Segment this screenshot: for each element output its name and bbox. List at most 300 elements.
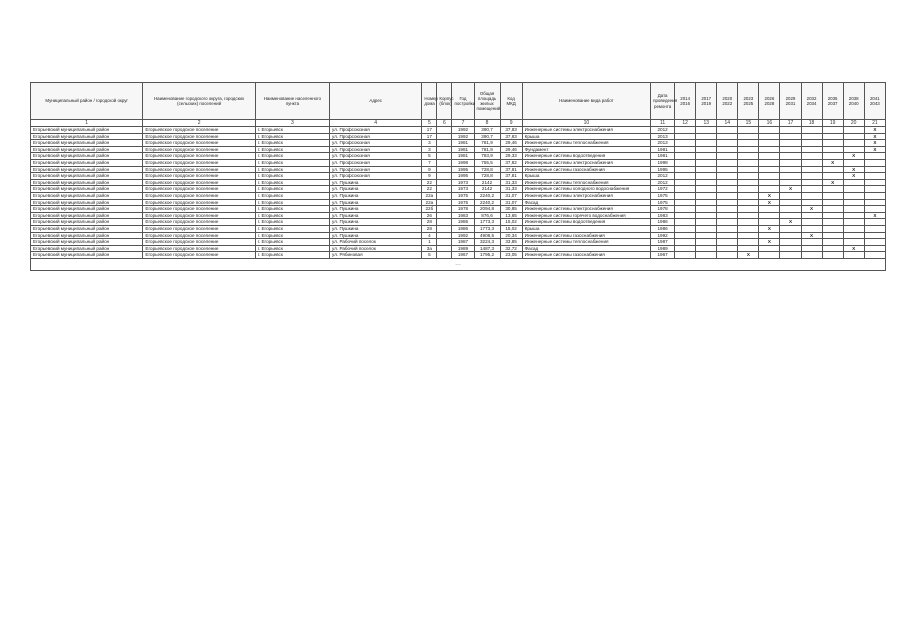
period-mark: [780, 232, 801, 239]
cell-locality: г. Егорьевск: [255, 179, 329, 186]
period-mark: [675, 192, 696, 199]
cell-address: ул. Профсоюзная: [330, 127, 422, 134]
cell-year: 1987: [452, 239, 474, 246]
period-mark: [822, 252, 843, 259]
period-mark: [843, 225, 864, 232]
period-mark: X: [864, 127, 885, 134]
header-period: 2023 2025: [738, 83, 759, 120]
period-mark: [801, 153, 822, 160]
cell-korpus: [437, 252, 452, 259]
period-mark: [717, 133, 738, 140]
period-mark: [717, 146, 738, 153]
cell-house: 5: [422, 153, 437, 160]
period-mark: X: [843, 166, 864, 173]
table-row: [31, 232, 886, 239]
period-mark: [717, 225, 738, 232]
period-mark: [675, 127, 696, 134]
cell-settlement: Егорьевское городское поселение: [143, 192, 255, 199]
period-mark: [696, 219, 717, 226]
cell-work: Фасад: [522, 199, 650, 206]
cell-address: ул. Профсоюзная: [330, 133, 422, 140]
period-mark: [696, 179, 717, 186]
cell-address: ул. Рябиновая: [330, 252, 422, 259]
period-mark: [696, 192, 717, 199]
period-mark: [759, 153, 780, 160]
column-number: 5: [422, 120, 437, 127]
period-mark: [843, 252, 864, 259]
period-mark: [822, 232, 843, 239]
cell-settlement: Егорьевское городское поселение: [143, 166, 255, 173]
period-mark: [843, 186, 864, 193]
cell-settlement: Егорьевское городское поселение: [143, 239, 255, 246]
cell-area: 4908,5: [474, 232, 500, 239]
cell-year: 1973: [452, 186, 474, 193]
period-mark: [843, 239, 864, 246]
table-row: [31, 192, 886, 199]
cell-locality: г. Егорьевск: [255, 225, 329, 232]
cell-prior: 1986: [651, 225, 675, 232]
cell-kod: 32,72: [500, 245, 522, 252]
period-mark: [843, 219, 864, 226]
cell-year: 1992: [452, 133, 474, 140]
period-mark: X: [822, 159, 843, 166]
cell-address: ул. Пушкина: [330, 225, 422, 232]
period-mark: [822, 127, 843, 134]
cell-korpus: [437, 206, 452, 213]
cell-municipality: Егорьевский муниципальный район: [31, 153, 143, 160]
column-number: 19: [822, 120, 843, 127]
period-mark: [738, 127, 759, 134]
cell-locality: г. Егорьевск: [255, 140, 329, 147]
period-mark: [843, 199, 864, 206]
period-mark: [780, 245, 801, 252]
cell-settlement: Егорьевское городское поселение: [143, 252, 255, 259]
period-mark: [864, 153, 885, 160]
cell-korpus: [437, 173, 452, 180]
cell-korpus: [437, 199, 452, 206]
period-mark: [717, 153, 738, 160]
period-mark: [738, 166, 759, 173]
period-mark: [780, 206, 801, 213]
cell-address: ул. Пушкина: [330, 186, 422, 193]
cell-prior: 1989: [651, 245, 675, 252]
period-mark: [759, 173, 780, 180]
period-mark: X: [759, 225, 780, 232]
cell-korpus: [437, 179, 452, 186]
period-mark: [759, 232, 780, 239]
period-mark: [738, 225, 759, 232]
cell-prior: 2013: [651, 133, 675, 140]
period-mark: [780, 179, 801, 186]
period-mark: X: [843, 245, 864, 252]
cell-settlement: Егорьевское городское поселение: [143, 186, 255, 193]
column-number: 13: [696, 120, 717, 127]
cell-work: Фундамент: [522, 146, 650, 153]
cell-settlement: Егорьевское городское поселение: [143, 206, 255, 213]
period-mark: [717, 127, 738, 134]
period-mark: [780, 252, 801, 259]
period-mark: X: [780, 219, 801, 226]
cell-work: Инженерные системы электроснабжения: [522, 206, 650, 213]
cell-settlement: Егорьевское городское поселение: [143, 245, 255, 252]
period-mark: [696, 212, 717, 219]
cell-kod: 37,83: [500, 133, 522, 140]
cell-prior: 1983: [651, 212, 675, 219]
cell-locality: г. Егорьевск: [255, 159, 329, 166]
period-mark: [717, 186, 738, 193]
cell-address: ул. Пушкина: [330, 212, 422, 219]
table-row: [31, 140, 886, 147]
period-mark: [801, 212, 822, 219]
header-address: Адрес: [330, 83, 422, 120]
cell-prior: 1981: [651, 153, 675, 160]
period-mark: [738, 186, 759, 193]
cell-locality: г. Егорьевск: [255, 146, 329, 153]
cell-year: 1989: [452, 245, 474, 252]
cell-year: 1986: [452, 219, 474, 226]
period-mark: [759, 252, 780, 259]
period-mark: X: [738, 252, 759, 259]
cell-municipality: Егорьевский муниципальный район: [31, 146, 143, 153]
cell-area: 2142: [474, 186, 500, 193]
cell-address: ул. Пушкина: [330, 206, 422, 213]
period-mark: [738, 206, 759, 213]
column-number: 8: [474, 120, 500, 127]
period-mark: [696, 159, 717, 166]
period-mark: [780, 159, 801, 166]
header-kod: Код МКД: [500, 83, 522, 120]
period-mark: [822, 173, 843, 180]
period-mark: [675, 199, 696, 206]
period-mark: [717, 252, 738, 259]
cell-municipality: Егорьевский муниципальный район: [31, 232, 143, 239]
period-mark: [738, 179, 759, 186]
period-mark: [864, 245, 885, 252]
period-mark: [759, 206, 780, 213]
period-mark: [864, 232, 885, 239]
header-period: 2017 2019: [696, 83, 717, 120]
cell-kod: 37,81: [500, 166, 522, 173]
cell-municipality: Егорьевский муниципальный район: [31, 245, 143, 252]
column-number: 7: [452, 120, 474, 127]
period-mark: [843, 206, 864, 213]
header-period: 2029 2031: [780, 83, 801, 120]
period-mark: [675, 140, 696, 147]
period-mark: [801, 159, 822, 166]
cell-area: 2240,2: [474, 192, 500, 199]
cell-work: Инженерные системы электроснабжения: [522, 192, 650, 199]
header-locality: Наименование населенного пункта: [255, 83, 329, 120]
cell-prior: 1972: [651, 186, 675, 193]
cell-locality: г. Егорьевск: [255, 199, 329, 206]
header-korpus: Корпус (блок): [437, 83, 452, 120]
period-mark: X: [759, 239, 780, 246]
period-mark: X: [864, 212, 885, 219]
cell-house: 28: [422, 225, 437, 232]
period-mark: [738, 219, 759, 226]
period-mark: [864, 186, 885, 193]
period-mark: [738, 159, 759, 166]
table-row: [31, 186, 886, 193]
cell-work: Инженерные системы газоснабжения: [522, 166, 650, 173]
period-mark: [696, 173, 717, 180]
cell-municipality: Егорьевский муниципальный район: [31, 192, 143, 199]
cell-settlement: Егорьевское городское поселение: [143, 212, 255, 219]
header-period: 2041 2043: [864, 83, 885, 120]
period-mark: [843, 146, 864, 153]
cell-settlement: Егорьевское городское поселение: [143, 127, 255, 134]
cell-house: 5: [422, 252, 437, 259]
header-period: 2020 2022: [717, 83, 738, 120]
cell-kod: 30,85: [500, 206, 522, 213]
column-number: 16: [759, 120, 780, 127]
column-number: 1: [31, 120, 143, 127]
period-mark: [864, 252, 885, 259]
period-mark: [843, 232, 864, 239]
cell-work: Инженерные системы теплоснабжения: [522, 179, 650, 186]
header-area: Общая площадь жилых помещений: [474, 83, 500, 120]
table-row: [31, 173, 886, 180]
cell-address: ул. Профсоюзная: [330, 166, 422, 173]
cell-locality: г. Егорьевск: [255, 232, 329, 239]
column-number: 15: [738, 120, 759, 127]
header-period: 2014 2016: [675, 83, 696, 120]
cell-work: Инженерные системы водоотведения: [522, 153, 650, 160]
cell-locality: г. Егорьевск: [255, 192, 329, 199]
period-mark: [759, 133, 780, 140]
period-mark: [717, 219, 738, 226]
cell-prior: 1967: [651, 252, 675, 259]
period-mark: [759, 245, 780, 252]
cell-house: 3: [422, 146, 437, 153]
cell-prior: 2012: [651, 173, 675, 180]
cell-korpus: [437, 166, 452, 173]
column-number: 20: [843, 120, 864, 127]
period-mark: [696, 245, 717, 252]
omitted-rows-marker: …: [31, 258, 886, 270]
column-number: 21: [864, 120, 885, 127]
cell-area: 390,7: [474, 133, 500, 140]
cell-area: 1773,3: [474, 225, 500, 232]
cell-settlement: Егорьевское городское поселение: [143, 219, 255, 226]
cell-municipality: Егорьевский муниципальный район: [31, 159, 143, 166]
period-mark: [864, 206, 885, 213]
cell-prior: 1986: [651, 219, 675, 226]
cell-kod: 31,07: [500, 199, 522, 206]
table-row: [31, 159, 886, 166]
period-mark: [801, 173, 822, 180]
header-work: Наименование вида работ: [522, 83, 650, 120]
cell-address: ул. Профсоюзная: [330, 159, 422, 166]
period-mark: [801, 219, 822, 226]
period-mark: [696, 186, 717, 193]
period-mark: [675, 166, 696, 173]
cell-year: 1986: [452, 225, 474, 232]
period-mark: [801, 179, 822, 186]
cell-work: Крыша: [522, 225, 650, 232]
cell-prior: 1975: [651, 199, 675, 206]
cell-work: Инженерные системы горячего водоснабжения: [522, 212, 650, 219]
cell-korpus: [437, 159, 452, 166]
period-mark: [801, 186, 822, 193]
cell-year: 1983: [452, 212, 474, 219]
cell-locality: г. Егорьевск: [255, 239, 329, 246]
cell-korpus: [437, 245, 452, 252]
cell-prior: 1975: [651, 192, 675, 199]
column-number: 6: [437, 120, 452, 127]
cell-house: 3: [422, 140, 437, 147]
period-mark: [675, 219, 696, 226]
period-mark: X: [780, 186, 801, 193]
cell-area: 876,6: [474, 212, 500, 219]
cell-municipality: Егорьевский муниципальный район: [31, 127, 143, 134]
column-number: 4: [330, 120, 422, 127]
cell-locality: г. Егорьевск: [255, 206, 329, 213]
period-mark: [801, 245, 822, 252]
cell-area: 3224,3: [474, 239, 500, 246]
table-row: [31, 252, 886, 259]
cell-locality: г. Егорьевск: [255, 166, 329, 173]
period-mark: [822, 239, 843, 246]
cell-settlement: Егорьевское городское поселение: [143, 232, 255, 239]
cell-municipality: Егорьевский муниципальный район: [31, 179, 143, 186]
period-mark: [696, 252, 717, 259]
period-mark: X: [759, 192, 780, 199]
cell-address: ул. Профсоюзная: [330, 146, 422, 153]
cell-house: 17: [422, 127, 437, 134]
period-mark: [780, 173, 801, 180]
period-mark: [738, 133, 759, 140]
cell-korpus: [437, 232, 452, 239]
cell-area: 390,7: [474, 127, 500, 134]
cell-kod: 15,02: [500, 225, 522, 232]
period-mark: [843, 127, 864, 134]
table-row: [31, 127, 886, 134]
cell-year: 1975: [452, 192, 474, 199]
cell-house: 22б: [422, 206, 437, 213]
cell-municipality: Егорьевский муниципальный район: [31, 133, 143, 140]
cell-area: 1773,3: [474, 219, 500, 226]
period-mark: [801, 140, 822, 147]
period-mark: X: [864, 133, 885, 140]
column-number: 18: [801, 120, 822, 127]
table-row: [31, 219, 886, 226]
cell-kod: 20,34: [500, 232, 522, 239]
table-row: [31, 146, 886, 153]
cell-settlement: Егорьевское городское поселение: [143, 133, 255, 140]
cell-prior: 2012: [651, 179, 675, 186]
period-mark: [864, 192, 885, 199]
table-row: [31, 206, 886, 213]
period-mark: [801, 192, 822, 199]
period-mark: [843, 140, 864, 147]
cell-municipality: Егорьевский муниципальный район: [31, 199, 143, 206]
period-mark: [759, 140, 780, 147]
column-number: 14: [717, 120, 738, 127]
column-number: 12: [675, 120, 696, 127]
cell-work: Крыша: [522, 133, 650, 140]
period-mark: [738, 212, 759, 219]
period-mark: [675, 153, 696, 160]
cell-year: 1995: [452, 173, 474, 180]
table-row: [31, 179, 886, 186]
cell-work: Инженерные системы теплоснабжения: [522, 140, 650, 147]
cell-municipality: Егорьевский муниципальный район: [31, 166, 143, 173]
cell-house: 22а: [422, 199, 437, 206]
period-mark: [843, 179, 864, 186]
cell-kod: 29,46: [500, 146, 522, 153]
cell-area: 2142: [474, 179, 500, 186]
cell-work: Инженерные системы электроснабжения: [522, 127, 650, 134]
header-prior: Дата проведения ремонта: [651, 83, 675, 120]
period-mark: [738, 199, 759, 206]
period-mark: [717, 239, 738, 246]
cell-korpus: [437, 212, 452, 219]
cell-korpus: [437, 146, 452, 153]
cell-korpus: [437, 140, 452, 147]
cell-municipality: Егорьевский муниципальный район: [31, 173, 143, 180]
header-period: 2026 2028: [759, 83, 780, 120]
cell-year: 1995: [452, 166, 474, 173]
period-mark: [717, 245, 738, 252]
cell-kod: 33,85: [500, 239, 522, 246]
period-mark: [759, 212, 780, 219]
cell-korpus: [437, 225, 452, 232]
period-mark: [717, 192, 738, 199]
period-mark: [822, 140, 843, 147]
period-mark: [675, 173, 696, 180]
period-mark: [822, 225, 843, 232]
period-mark: [738, 146, 759, 153]
cell-house: 9: [422, 166, 437, 173]
period-mark: [717, 179, 738, 186]
period-mark: [801, 133, 822, 140]
cell-year: 1975: [452, 199, 474, 206]
period-mark: [759, 159, 780, 166]
column-number: 10: [522, 120, 650, 127]
cell-prior: 1998: [651, 159, 675, 166]
period-mark: [822, 245, 843, 252]
period-mark: [864, 159, 885, 166]
period-mark: [675, 252, 696, 259]
cell-address: ул. Профсоюзная: [330, 153, 422, 160]
cell-work: Инженерные системы холодного водоснабжения: [522, 186, 650, 193]
cell-korpus: [437, 127, 452, 134]
cell-kod: 31,33: [500, 186, 522, 193]
period-mark: [759, 186, 780, 193]
cell-area: 2094,8: [474, 206, 500, 213]
cell-prior: 1981: [651, 146, 675, 153]
period-mark: [864, 199, 885, 206]
cell-prior: 1987: [651, 239, 675, 246]
period-mark: X: [801, 206, 822, 213]
period-mark: [780, 133, 801, 140]
cell-area: 1795,2: [474, 252, 500, 259]
period-mark: [822, 153, 843, 160]
cell-kod: 37,82: [500, 159, 522, 166]
cell-locality: г. Егорьевск: [255, 245, 329, 252]
period-mark: [780, 199, 801, 206]
period-mark: [696, 225, 717, 232]
period-mark: [675, 146, 696, 153]
period-mark: [696, 166, 717, 173]
cell-area: 728,8: [474, 173, 500, 180]
period-mark: [696, 206, 717, 213]
period-mark: [780, 192, 801, 199]
period-mark: [780, 153, 801, 160]
period-mark: [717, 166, 738, 173]
period-mark: [780, 146, 801, 153]
